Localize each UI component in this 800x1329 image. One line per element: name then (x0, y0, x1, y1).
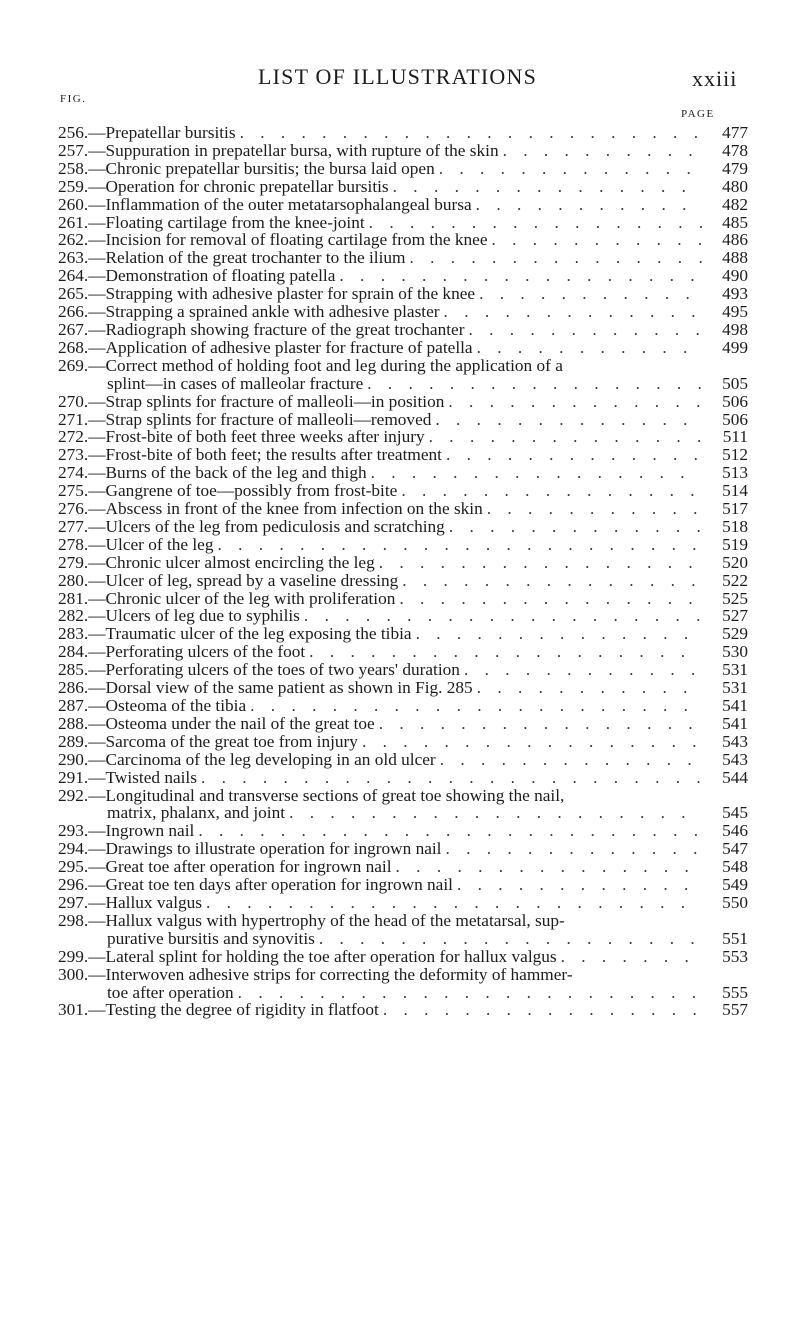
entry-line (58, 357, 748, 375)
dot-leader (445, 840, 702, 858)
figure-caption: —Chronic prepatellar bursitis; the bursa laid open (88, 158, 435, 178)
dot-leader (240, 124, 702, 142)
dot-leader (446, 446, 702, 464)
page-number: 486 (722, 230, 748, 250)
list-item (58, 554, 748, 572)
figure-caption: —Interwoven adhesive strips for correcting the deformity of hammer- (88, 964, 573, 984)
entry-line (58, 966, 748, 984)
entry-line (58, 536, 748, 554)
list-item (58, 267, 748, 285)
entry-line (58, 625, 748, 643)
list-item (58, 446, 748, 464)
figure-number: 274. (58, 463, 89, 483)
entry-line (58, 500, 748, 518)
entry-line (58, 787, 748, 805)
dot-leader (238, 984, 702, 1002)
page-number: 493 (722, 284, 748, 304)
figure-caption-continued: matrix, phalanx, and joint (107, 803, 286, 823)
figure-caption: —Perforating ulcers of the toes of two years' duration (88, 660, 460, 680)
entry-line (58, 285, 748, 303)
figure-caption: —Traumatic ulcer of the leg exposing the tibia (88, 624, 412, 644)
page-number: 541 (722, 696, 748, 715)
page-number: 553 (722, 946, 748, 966)
list-item (58, 733, 748, 751)
figure-number: 268. (58, 337, 89, 357)
figure-caption: —Correct method of holding foot and leg during the application of a (88, 355, 563, 375)
page-number: 550 (722, 892, 748, 912)
page-number: 545 (722, 803, 748, 823)
figure-caption: —Strapping a sprained ankle with adhesive plaster (88, 302, 440, 322)
figure-caption: —Floating cartilage from the knee-joint (88, 212, 365, 232)
figure-caption: —Frost-bite of both feet; the results after treatment (88, 445, 442, 465)
dot-leader (503, 142, 702, 160)
figure-number: 290. (58, 749, 89, 769)
list-item (58, 590, 748, 608)
figure-number: 300. (58, 964, 89, 984)
page-number: 531 (722, 660, 748, 680)
figure-number: 262. (58, 230, 89, 250)
page-number: 555 (722, 982, 748, 1002)
figure-number: 289. (58, 731, 89, 751)
list-item (58, 661, 748, 679)
figure-caption: —Chronic ulcer of the leg with proliferation (88, 588, 396, 608)
entry-line (58, 393, 748, 411)
dot-leader (457, 876, 702, 894)
figure-number: 277. (58, 516, 89, 536)
figure-number: 266. (58, 302, 89, 322)
figure-number: 297. (58, 892, 89, 912)
list-item (58, 536, 748, 554)
entry-continuation-line (58, 984, 748, 1002)
dot-leader (401, 482, 702, 500)
figure-caption: —Prepatellar bursitis (88, 123, 236, 142)
entry-line (58, 231, 748, 249)
figure-number: 283. (58, 624, 89, 644)
list-item (58, 214, 748, 232)
dot-leader (399, 590, 702, 608)
list-item (58, 643, 748, 661)
dot-leader (362, 733, 702, 751)
figure-caption: —Drawings to illustrate operation for ingrown nail (88, 839, 442, 859)
page-number: 498 (722, 319, 748, 339)
entry-line (58, 464, 748, 482)
list-item (58, 357, 748, 393)
entry-line (58, 643, 748, 661)
figure-caption: —Dorsal view of the same patient as shown in Fig. 285 (88, 678, 473, 698)
list-item (58, 393, 748, 411)
entry-line (58, 912, 748, 930)
list-item (58, 948, 748, 966)
list-item (58, 518, 748, 536)
list-item (58, 822, 748, 840)
figure-caption: —Osteoma under the nail of the great toe (88, 713, 375, 733)
dot-leader (289, 804, 702, 822)
entry-line (58, 894, 748, 912)
dot-leader (476, 196, 702, 214)
dot-leader (492, 231, 703, 249)
figure-caption-continued: toe after operation (107, 982, 234, 1002)
figure-caption: —Great toe ten days after operation for ingrown nail (88, 875, 453, 895)
list-item (58, 142, 748, 160)
dot-leader (479, 285, 702, 303)
figure-caption: —Radiograph showing fracture of the great trochanter (88, 319, 465, 339)
list-item (58, 411, 748, 429)
figure-number: 281. (58, 588, 89, 608)
figure-caption: —Application of adhesive plaster for fracture of patella (88, 337, 473, 357)
figure-caption: —Strap splints for fracture of malleoli—in position (88, 391, 445, 411)
entry-line (58, 876, 748, 894)
page-number: 551 (722, 928, 748, 948)
page-number: 512 (722, 445, 748, 465)
dot-leader (309, 643, 702, 661)
figure-caption: —Strapping with adhesive plaster for sprain of the knee (88, 284, 476, 304)
list-item (58, 500, 748, 518)
list-item (58, 607, 748, 625)
page-number: 499 (722, 337, 748, 357)
figure-number: 298. (58, 910, 89, 930)
dot-leader (439, 160, 702, 178)
figure-number: 285. (58, 660, 89, 680)
figure-caption: —Osteoma of the tibia (88, 696, 247, 715)
dot-leader (429, 428, 702, 446)
figure-number: 263. (58, 248, 89, 268)
figure-caption: —Sarcoma of the great toe from injury (88, 731, 358, 751)
figure-number: 270. (58, 391, 89, 411)
figure-number: 272. (58, 427, 89, 447)
list-item (58, 1001, 748, 1019)
page-number: 506 (722, 391, 748, 411)
entry-line (58, 590, 748, 608)
page-number: 549 (722, 875, 748, 895)
list-item (58, 482, 748, 500)
entry-line (58, 661, 748, 679)
dot-leader (367, 375, 702, 393)
list-item (58, 787, 748, 823)
page-number: 543 (722, 731, 748, 751)
running-head (0, 64, 800, 92)
page-column-label: PAGE (681, 108, 715, 120)
figure-number: 276. (58, 499, 89, 519)
page-number: 527 (722, 606, 748, 626)
entry-line (58, 446, 748, 464)
list-item (58, 178, 748, 196)
list-item (58, 840, 748, 858)
dot-leader (250, 697, 702, 715)
dot-leader (435, 411, 702, 429)
entry-line (58, 518, 748, 536)
figure-number: 291. (58, 767, 89, 787)
page-number: 530 (722, 642, 748, 662)
list-item (58, 160, 748, 178)
list-item (58, 428, 748, 446)
entry-line (58, 339, 748, 357)
page-number: 506 (722, 409, 748, 429)
entry-line (58, 858, 748, 876)
page-number: 514 (722, 481, 748, 501)
figure-number: 275. (58, 481, 89, 501)
figure-caption: —Ulcers of leg due to syphilis (88, 606, 300, 626)
dot-leader (379, 554, 702, 572)
dot-leader (440, 751, 702, 769)
page-number: 557 (722, 1000, 748, 1020)
list-item (58, 894, 748, 912)
page-number: 477 (722, 123, 748, 142)
page-number: 511 (722, 427, 748, 447)
dot-leader (218, 536, 703, 554)
figure-number: 261. (58, 212, 89, 232)
figure-caption: —Operation for chronic prepatellar bursitis (88, 176, 389, 196)
figure-caption: —Lateral splint for holding the toe after operation for hallux valgus (88, 946, 557, 966)
figure-number: 287. (58, 696, 89, 715)
figure-number: 292. (58, 785, 89, 805)
dot-leader (319, 930, 702, 948)
figure-number: 273. (58, 445, 89, 465)
page-number: 522 (722, 570, 748, 590)
list-item (58, 876, 748, 894)
page-number: 544 (722, 767, 748, 787)
figure-caption: —Frost-bite of both feet three weeks after injury (88, 427, 425, 447)
entry-line (58, 769, 748, 787)
dot-leader (369, 214, 702, 232)
page-number: 546 (722, 821, 748, 841)
figure-caption: —Hallux valgus with hypertrophy of the head of the metatarsal, sup- (88, 910, 565, 930)
figure-number: 260. (58, 194, 89, 214)
page-number: 543 (722, 749, 748, 769)
figure-number: 269. (58, 355, 89, 375)
page-number: 529 (722, 624, 748, 644)
dot-leader (201, 769, 702, 787)
figure-number: 279. (58, 552, 89, 572)
entry-line (58, 142, 748, 160)
entry-line (58, 572, 748, 590)
entry-continuation-line (58, 375, 748, 393)
entry-line (58, 249, 748, 267)
entry-line (58, 679, 748, 697)
list-item (58, 303, 748, 321)
list-item (58, 196, 748, 214)
figure-caption: —Longitudinal and transverse sections of great toe showing the nail, (88, 785, 565, 805)
figure-number: 259. (58, 176, 89, 196)
entry-line (58, 160, 748, 178)
dot-leader (468, 321, 702, 339)
figure-caption: —Suppuration in prepatellar bursa, with rupture of the skin (88, 140, 499, 160)
fig-column-label: FIG. (60, 93, 87, 105)
figure-caption: —Ingrown nail (88, 821, 195, 841)
figure-number: 278. (58, 534, 89, 554)
page-number: 517 (722, 499, 748, 519)
figure-number: 271. (58, 409, 89, 429)
figure-number: 286. (58, 678, 89, 698)
figure-number: 284. (58, 642, 89, 662)
dot-leader (477, 339, 702, 357)
entry-line (58, 214, 748, 232)
page-number: 519 (722, 534, 748, 554)
dot-leader (464, 661, 702, 679)
entry-line (58, 267, 748, 285)
figure-caption: —Perforating ulcers of the foot (88, 642, 306, 662)
list-item (58, 966, 748, 1002)
figure-number: 294. (58, 839, 89, 859)
dot-leader (561, 948, 702, 966)
dot-leader (396, 858, 702, 876)
page-number: 520 (722, 552, 748, 572)
dot-leader (449, 518, 702, 536)
figure-caption: —Twisted nails (88, 767, 197, 787)
page-number: 531 (722, 678, 748, 698)
dot-leader (477, 679, 702, 697)
page-number: 505 (722, 373, 748, 393)
dot-leader (409, 249, 702, 267)
entry-line (58, 554, 748, 572)
list-item (58, 625, 748, 643)
page-number: 485 (722, 212, 748, 232)
entry-line (58, 715, 748, 733)
page-number: 479 (722, 158, 748, 178)
entry-line (58, 428, 748, 446)
illustrations-list (58, 124, 748, 1019)
figure-caption: —Ulcers of the leg from pediculosis and scratching (88, 516, 445, 536)
page-number: 488 (722, 248, 748, 268)
entry-line (58, 321, 748, 339)
page-number: 547 (722, 839, 748, 859)
figure-number: 257. (58, 140, 89, 160)
entry-line (58, 948, 748, 966)
figure-caption: —Incision for removal of floating cartilage from the knee (88, 230, 488, 250)
entry-continuation-line (58, 930, 748, 948)
figure-number: 295. (58, 857, 89, 877)
entry-line (58, 482, 748, 500)
entry-line (58, 178, 748, 196)
figure-caption: —Hallux valgus (88, 892, 203, 912)
dot-leader (206, 894, 702, 912)
list-item (58, 321, 748, 339)
figure-caption-continued: splint—in cases of malleolar fracture (107, 373, 364, 393)
list-item (58, 231, 748, 249)
page-numeral: xxiii (692, 66, 738, 91)
figure-caption: —Burns of the back of the leg and thigh (88, 463, 367, 483)
figure-caption: —Testing the degree of rigidity in flatfoot (88, 1000, 379, 1020)
entry-line (58, 697, 748, 715)
list-item (58, 697, 748, 715)
figure-caption: —Carcinoma of the leg developing in an old ulcer (88, 749, 436, 769)
page-title: LIST OF ILLUSTRATIONS (258, 64, 538, 89)
figure-number: 267. (58, 319, 89, 339)
entry-line (58, 733, 748, 751)
list-item (58, 715, 748, 733)
figure-number: 282. (58, 606, 89, 626)
page-number: 518 (722, 516, 748, 536)
dot-leader (444, 303, 702, 321)
list-item (58, 769, 748, 787)
entry-line (58, 1001, 748, 1019)
list-item (58, 285, 748, 303)
dot-leader (448, 393, 702, 411)
figure-number: 296. (58, 875, 89, 895)
page-number: 525 (722, 588, 748, 608)
page-number: 490 (722, 266, 748, 286)
entry-continuation-line (58, 804, 748, 822)
figure-caption: —Great toe after operation for ingrown nail (88, 857, 392, 877)
dot-leader (339, 267, 702, 285)
entry-line (58, 607, 748, 625)
figure-caption: —Gangrene of toe—possibly from frost-bite (88, 481, 398, 501)
figure-number: 299. (58, 946, 89, 966)
figure-caption: —Ulcer of the leg (88, 534, 214, 554)
dot-leader (198, 822, 702, 840)
dot-leader (416, 625, 702, 643)
entry-line (58, 822, 748, 840)
page-number: 482 (722, 194, 748, 214)
entry-line (58, 751, 748, 769)
figure-number: 256. (58, 123, 89, 142)
dot-leader (371, 464, 702, 482)
figure-caption: —Ulcer of leg, spread by a vaseline dressing (88, 570, 399, 590)
figure-number: 301. (58, 1000, 89, 1020)
figure-caption-continued: purative bursitis and synovitis (107, 928, 315, 948)
figure-caption: —Chronic ulcer almost encircling the leg (88, 552, 375, 572)
figure-caption: —Strap splints for fracture of malleoli—removed (88, 409, 432, 429)
figure-number: 265. (58, 284, 89, 304)
list-item (58, 124, 748, 142)
dot-leader (379, 715, 702, 733)
page-number: 513 (722, 463, 748, 483)
figure-caption: —Abscess in front of the knee from infection on the skin (88, 499, 483, 519)
figure-number: 293. (58, 821, 89, 841)
list-item (58, 912, 748, 948)
figure-number: 258. (58, 158, 89, 178)
figure-caption: —Demonstration of floating patella (88, 266, 336, 286)
page-number: 548 (722, 857, 748, 877)
list-item (58, 339, 748, 357)
dot-leader (402, 572, 702, 590)
page-number: 541 (722, 713, 748, 733)
dot-leader (393, 178, 702, 196)
entry-line (58, 196, 748, 214)
entry-line (58, 411, 748, 429)
entry-line (58, 840, 748, 858)
dot-leader (383, 1001, 702, 1019)
list-item (58, 858, 748, 876)
page-number: 480 (722, 176, 748, 196)
list-item (58, 464, 748, 482)
dot-leader (304, 607, 702, 625)
entry-line (58, 303, 748, 321)
entry-line (58, 124, 748, 142)
figure-caption: —Relation of the great trochanter to the ilium (88, 248, 406, 268)
figure-number: 288. (58, 713, 89, 733)
list-item (58, 679, 748, 697)
page-number: 495 (722, 302, 748, 322)
figure-number: 280. (58, 570, 89, 590)
dot-leader (487, 500, 702, 518)
figure-number: 264. (58, 266, 89, 286)
list-item (58, 249, 748, 267)
list-item (58, 572, 748, 590)
figure-caption: —Inflammation of the outer metatarsophalangeal bursa (88, 194, 472, 214)
page-number: 478 (722, 140, 748, 160)
list-item (58, 751, 748, 769)
